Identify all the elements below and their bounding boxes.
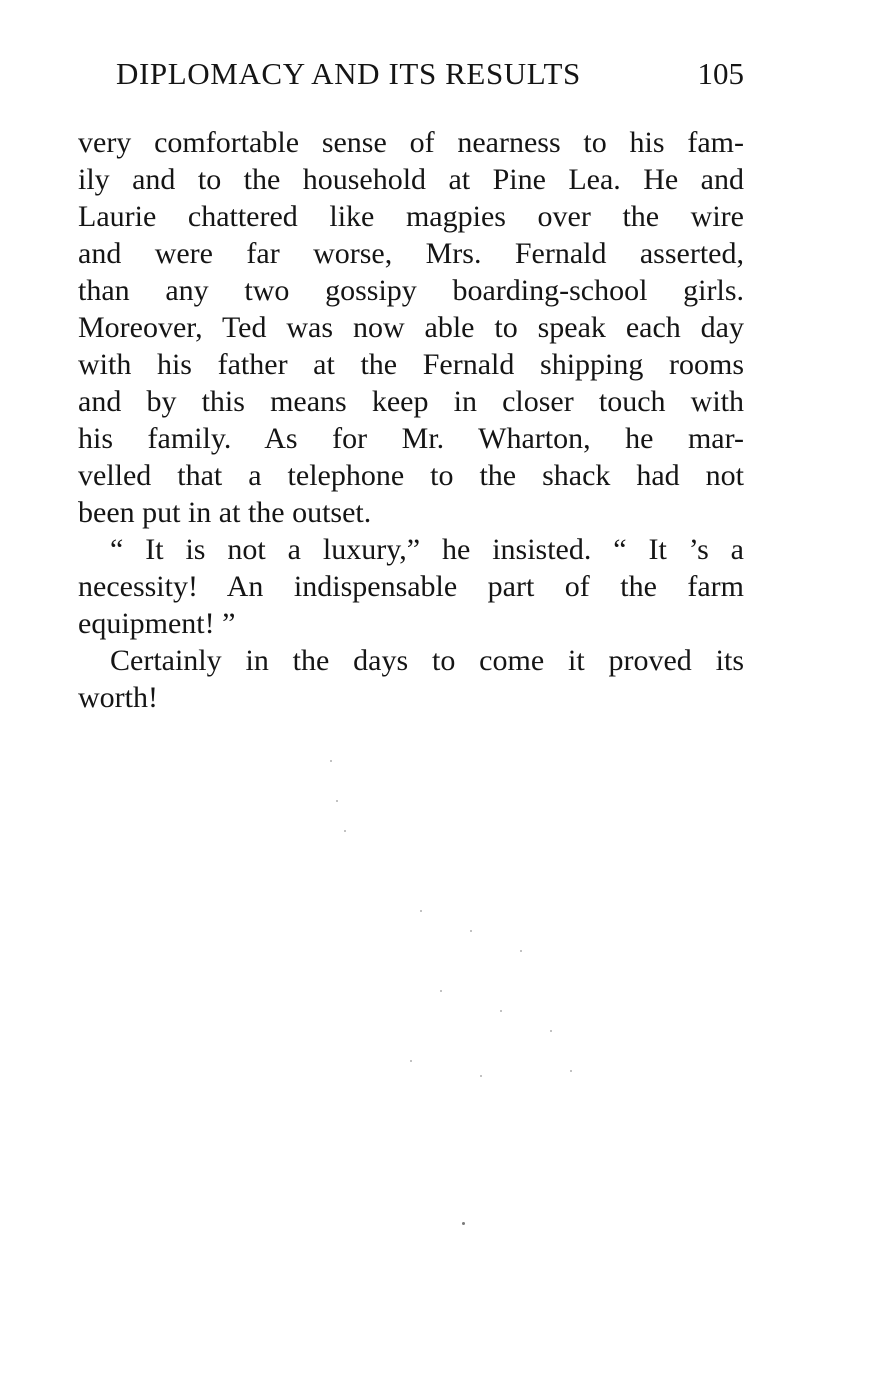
text-line: Laurie chattered like magpies over the wire [78, 200, 744, 233]
text-line: his family. As for Mr. Wharton, he mar- [78, 422, 744, 455]
text-line: with his father at the Fernald shipping rooms [78, 348, 744, 381]
text-line: Certainly in the days to come it proved its [110, 644, 744, 677]
scan-speck [520, 950, 522, 952]
scan-speck [550, 1030, 552, 1032]
page-number: 105 [697, 56, 744, 91]
text-line: “ It is not a luxury,” he insisted. “ It ’s a [110, 533, 744, 566]
text-line: been put in at the outset. [78, 496, 372, 529]
text-line: very comfortable sense of nearness to his fam- [78, 126, 744, 159]
text-line: equipment! ” [78, 607, 236, 640]
scan-speck [570, 1070, 572, 1072]
text-line: Moreover, Ted was now able to speak each day [78, 311, 744, 344]
scan-speck [470, 930, 472, 932]
text-line: than any two gossipy boarding-school girls. [78, 274, 744, 307]
text-line: velled that a telephone to the shack had not [78, 459, 744, 492]
text-line: and were far worse, Mrs. Fernald asserted, [78, 237, 744, 270]
text-line: worth! [78, 681, 158, 714]
scan-speck [410, 1060, 412, 1062]
scan-speck [500, 1010, 502, 1012]
running-title: DIPLOMACY AND ITS RESULTS [116, 56, 581, 91]
scan-speck [344, 830, 346, 832]
scan-speck [330, 760, 332, 762]
scan-speck [480, 1075, 482, 1077]
page-header [116, 56, 744, 96]
text-line: ily and to the household at Pine Lea. He and [78, 163, 744, 196]
text-line: and by this means keep in closer touch with [78, 385, 744, 418]
scan-speck [440, 990, 442, 992]
text-line: necessity! An indispensable part of the farm [78, 570, 744, 603]
scan-speck [336, 800, 338, 802]
scan-speck [420, 910, 422, 912]
scan-speck [462, 1222, 465, 1225]
body-text [78, 124, 744, 716]
